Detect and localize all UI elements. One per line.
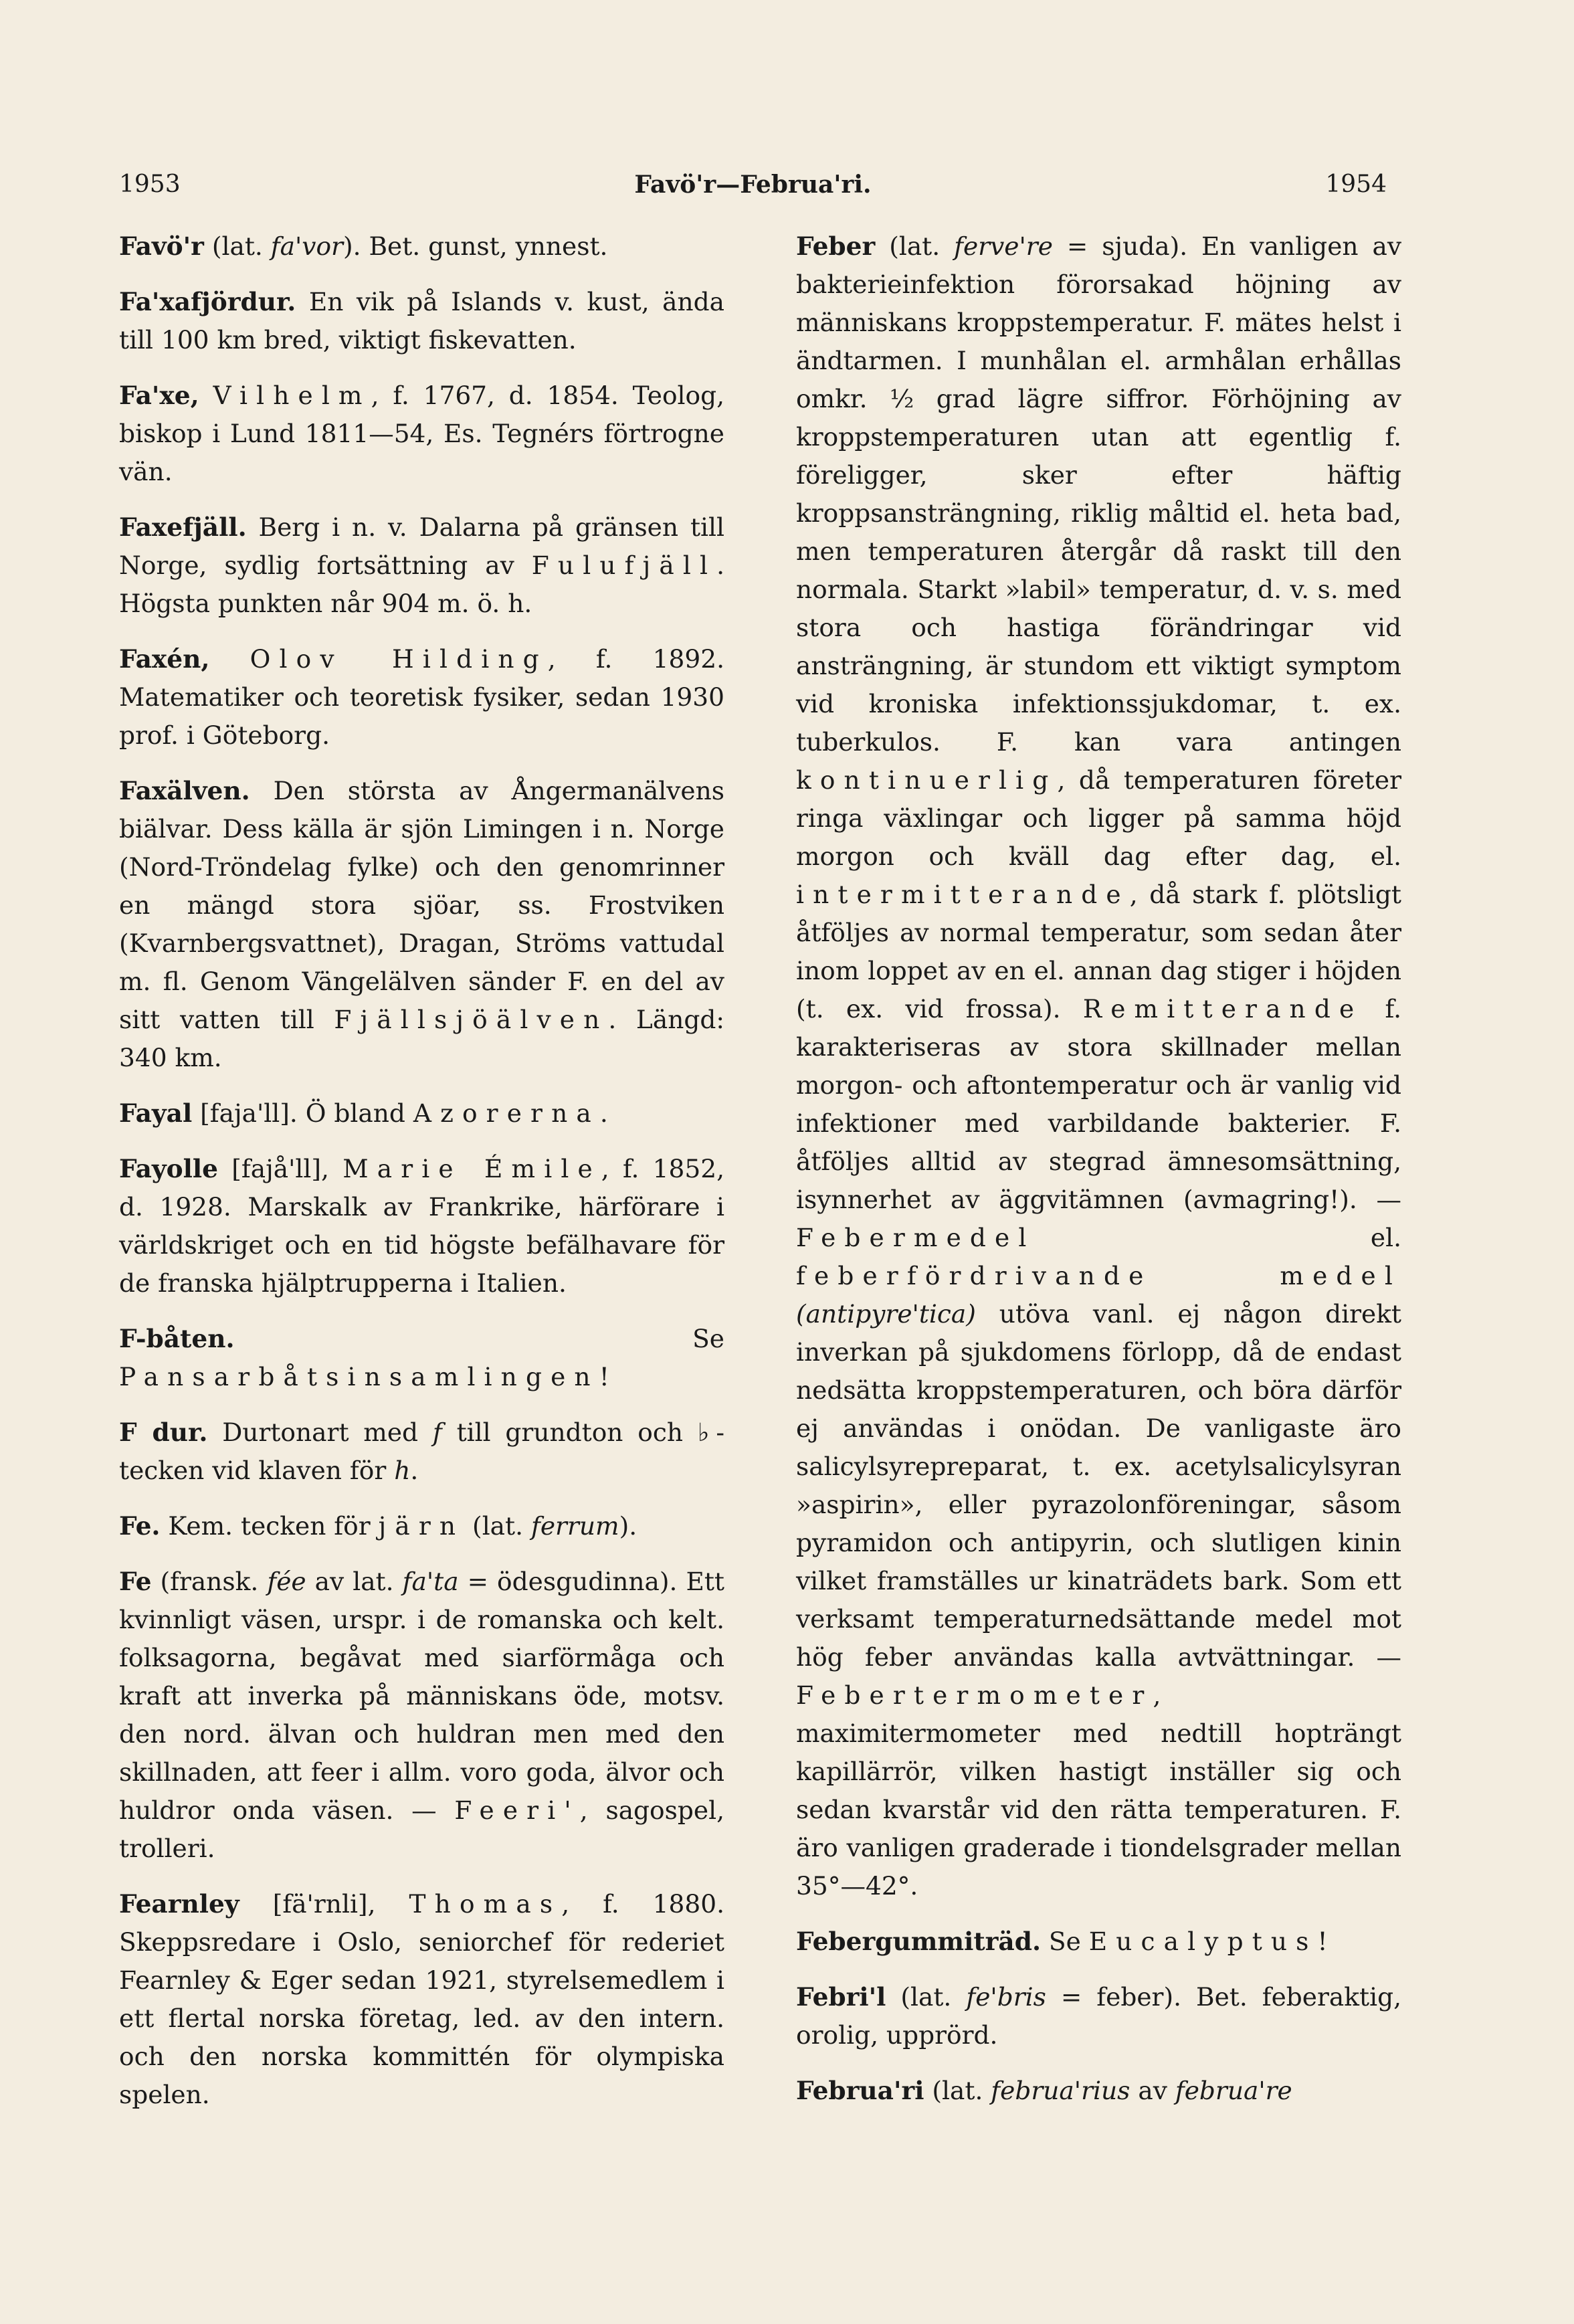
entry-text: [faja'll]. Ö bland [192,1098,413,1128]
entry-text: Febermedel [796,1223,1036,1252]
entry-text: Marie Émile [342,1154,601,1183]
entry-text: (fransk. [151,1567,268,1596]
entry-faxen [119,640,724,755]
entry-text: (antipyre'tica) [796,1299,976,1329]
right-column [796,227,1401,2127]
entry-text: En vik på Islands v. kust, ända till 100 km bred, viktigt fiskevatten. [119,287,724,355]
entry-faxefjall [119,508,724,623]
entry-text: ). [619,1511,637,1541]
entry-fe-kem [119,1507,724,1545]
entry-headword: Fa'xafjördur. [119,287,296,316]
entry-text: ). Bet. gunst, ynnest. [342,231,608,261]
entry-headword: Faxén, [119,644,210,674]
entry-headword: Fayal [119,1098,193,1128]
entry-text: , f. 1892. Matematiker och teoretisk fysiker, sedan 1930 prof. i Göteborg. [119,644,724,750]
page-number-right: 1954 [1325,171,1387,198]
entry-headword: Febergummiträd. [796,1927,1042,1956]
entry-fayolle [119,1150,724,1302]
entry-text: av lat. [306,1567,403,1596]
entry-text: av [1130,2076,1175,2105]
entry-text: februa're [1175,2076,1292,2105]
entry-faxalven [119,772,724,1077]
entry-headword: Feber [796,231,876,261]
entry-fayal [119,1094,724,1133]
entry-text: (lat. [464,1511,531,1541]
entry-headword: Faxefjäll. [119,512,247,542]
entry-text: Se [234,1324,724,1353]
entry-headword: Fa'xe, [119,381,199,410]
left-column [119,227,724,2131]
entry-text: [fajå'll], [218,1154,343,1183]
entry-text: fée [267,1567,306,1596]
entry-text: Se [1041,1927,1089,1956]
entry-text: , f. 1852, d. 1928. Marskalk av Frankrike, härförare i världskriget och en tid högste befälhavare för de franska hjälptrupperna i Italien. [119,1154,724,1298]
entry-headword: Febri'l [796,1982,886,2012]
entry-text: Berg i n. v. Dalarna på gränsen till Norge, sydlig fortsättning av [119,512,724,580]
entry-headword: Fearnley [119,1889,239,1919]
entry-headword: Faxälven. [119,776,250,805]
entry-faxafjordur [119,283,724,359]
entry-text: Olov Hilding [250,644,548,674]
entry-text: järn [378,1511,465,1541]
entry-text: ! [1317,1927,1328,1956]
entry-text: . [410,1456,419,1485]
entry-text: . Längd: 340 km. [119,1005,724,1072]
entry-text: = ödesgudinna). Ett kvinnligt väsen, urspr. i de romanska och kelt. folksagorna, begåvat med siarförmåga och kraft att inverka på människans öde, motsv. den nord. älvan och huldran men med den skillnaden, att feer i allm. voro goda, älvor och huldror onda väsen. — [119,1567,724,1825]
entry-text: fa'ta [402,1567,459,1596]
entry-text: Vilhelm [213,381,371,410]
entry-faxe [119,377,724,491]
entry-text: Fjällsjöälven [334,1005,609,1034]
entry-text: utöva vanl. ej någon direkt inverkan på sjukdomens förlopp, då de endast nedsätta kroppstemperaturen, och böra därför ej användas i onödan. De vanligaste äro salicylsyrepreparat, t. ex. acetylsalicylsyran »aspirin», eller pyrazolonföreningar, såsom pyramidon och antipyrin, och slutligen kinin vilket framställes ur kinaträdets bark. Som ett verksamt temperaturnedsättande medel mot hög feber användas kalla avtvättningar. — [796,1299,1401,1672]
entry-text: = sjuda). En vanligen av bakterieinfektion förorsakad höjning av människans kroppstemperatur. F. mätes helst i ändtarmen. I munhålan el. armhålan erhållas omkr. ½ grad lägre siffror. Förhöjning av kroppstemperaturen utan att egentlig f. föreligger, sker efter häftig kroppsansträngning, riklig måltid el. heta bad, men temperaturen återgår då raskt till den normala. Starkt »labil» temperatur, d. v. s. med stora och hastiga förändringar vid ansträngning, är stundom ett viktigt symptom vid kroniska infektionssjukdomar, t. ex. tuberkulos. F. kan vara antingen [796,231,1402,757]
entry-februari [796,2072,1401,2110]
entry-text [209,644,250,674]
entry-fbaten [119,1320,724,1396]
entry-text [199,381,213,410]
entry-fe-fransk [119,1563,724,1868]
entry-headword: Favö'r [119,231,204,261]
entry-text: Kem. tecken för [160,1511,379,1541]
entry-headword: Fe [119,1567,152,1596]
page-number-left: 1953 [119,171,181,198]
entry-text: [fä'rnli], [239,1889,409,1919]
entry-text: fa'vor [270,231,343,261]
entry-text: ferve're [954,231,1053,261]
entry-text: kontinuerlig [796,765,1058,795]
entry-text: Febertermometer [796,1680,1153,1710]
entry-text: Den största av Ångermanälvens biälvar. Dess källa är sjön Limingen i n. Norge (Nord-Tröndelag fylke) och den genomrinner en mängd stora sjöar, ss. Frostviken (Kvarnbergsvattnet), Dragan, Ströms vattudal m. fl. Genom Vängelälven sänder F. en del av sitt vatten till [119,776,724,1034]
entry-text: Pansarbåtsinsamlingen [119,1362,599,1391]
entry-text: Durtonart med [207,1418,433,1447]
entry-text: fe'bris [966,1982,1046,2012]
entry-text: . [599,1098,608,1128]
entry-text: f. karakteriseras av stora skillnader mellan morgon- och aftontemperatur och är vanlig vid infektioner med varbildande bakterier. F. åtföljes alltid av stegrad ämnesomsättning, isynnerhet av äggvitämnen (avmagring!). — [796,994,1401,1214]
entry-text: feberfördrivande medel [796,1261,1401,1290]
entry-text: ferrum [530,1511,619,1541]
entry-text: (lat. [203,231,271,261]
entry-text: (lat. [886,1982,967,2012]
entry-text: el. [1035,1223,1401,1252]
entry-text: h [394,1456,411,1485]
entry-feber [796,227,1401,1905]
page-header [119,171,1387,211]
entry-text: . Högsta punkten når 904 m. ö. h. [119,551,724,618]
entry-text: , då temperaturen företer ringa växlingar och ligger på samma höjd morgon och kväll dag efter dag, el. [796,765,1401,871]
entry-headword: Fayolle [119,1154,219,1183]
entry-favor [119,227,724,266]
entry-text: , f. 1880. Skeppsredare i Oslo, seniorchef för rederiet Fearnley & Eger sedan 1921, styrelsemedlem i ett flertal norska företag, led. av den intern. och den norska kommittén för olympiska spelen. [119,1889,724,2109]
entry-text: , f. 1767, d. 1854. Teolog, biskop i Lund 1811—54, Es. Tegnérs förtrogne vän. [119,381,725,486]
entry-headword: F dur. [119,1418,208,1447]
entry-text: , sagospel, trolleri. [119,1796,724,1863]
entry-text: februa'rius [991,2076,1130,2105]
entry-headword: Februa'ri [796,2076,924,2105]
entry-text: , maximitermometer med nedtill hopträngt kapillärrör, vilken hastigt inställer sig och sedan kvarstår vid den rätta temperaturen. F. äro vanligen graderade i tiondelsgrader mellan 35°—42°. [796,1680,1401,1901]
entry-text: Fulufjäll [531,551,717,580]
entry-fdur [119,1414,724,1490]
entry-text: Feeri' [454,1796,580,1825]
entry-febergummitrad [796,1923,1401,1961]
entry-text: intermitterande [796,880,1130,909]
entry-text: Thomas [409,1889,562,1919]
entry-text: Remitterande [1082,994,1363,1024]
entry-text: f [432,1418,442,1447]
entry-headword: F-båten. [119,1324,235,1353]
page-running-title: Favö'r—Februa'ri. [634,171,872,199]
entry-headword: Fe. [119,1511,161,1541]
entry-text: = feber). Bet. feberaktig, orolig, upprörd. [796,1982,1401,2050]
entry-text: Azorerna [413,1098,600,1128]
entry-text: (lat. [924,2076,991,2105]
entry-text: , då stark f. plötsligt åtföljes av normal temperatur, som sedan åter inom loppet av en el. annan dag stiger i höjden (t. ex. vid frossa). [796,880,1401,1024]
entry-febril [796,1978,1401,2054]
entry-text: till grundton och ♭-tecken vid klaven för [119,1418,725,1485]
entry-text: Eucalyptus [1088,1927,1318,1956]
entry-text: (lat. [875,231,955,261]
entry-text: ! [599,1362,609,1391]
entry-fearnley [119,1885,724,2114]
